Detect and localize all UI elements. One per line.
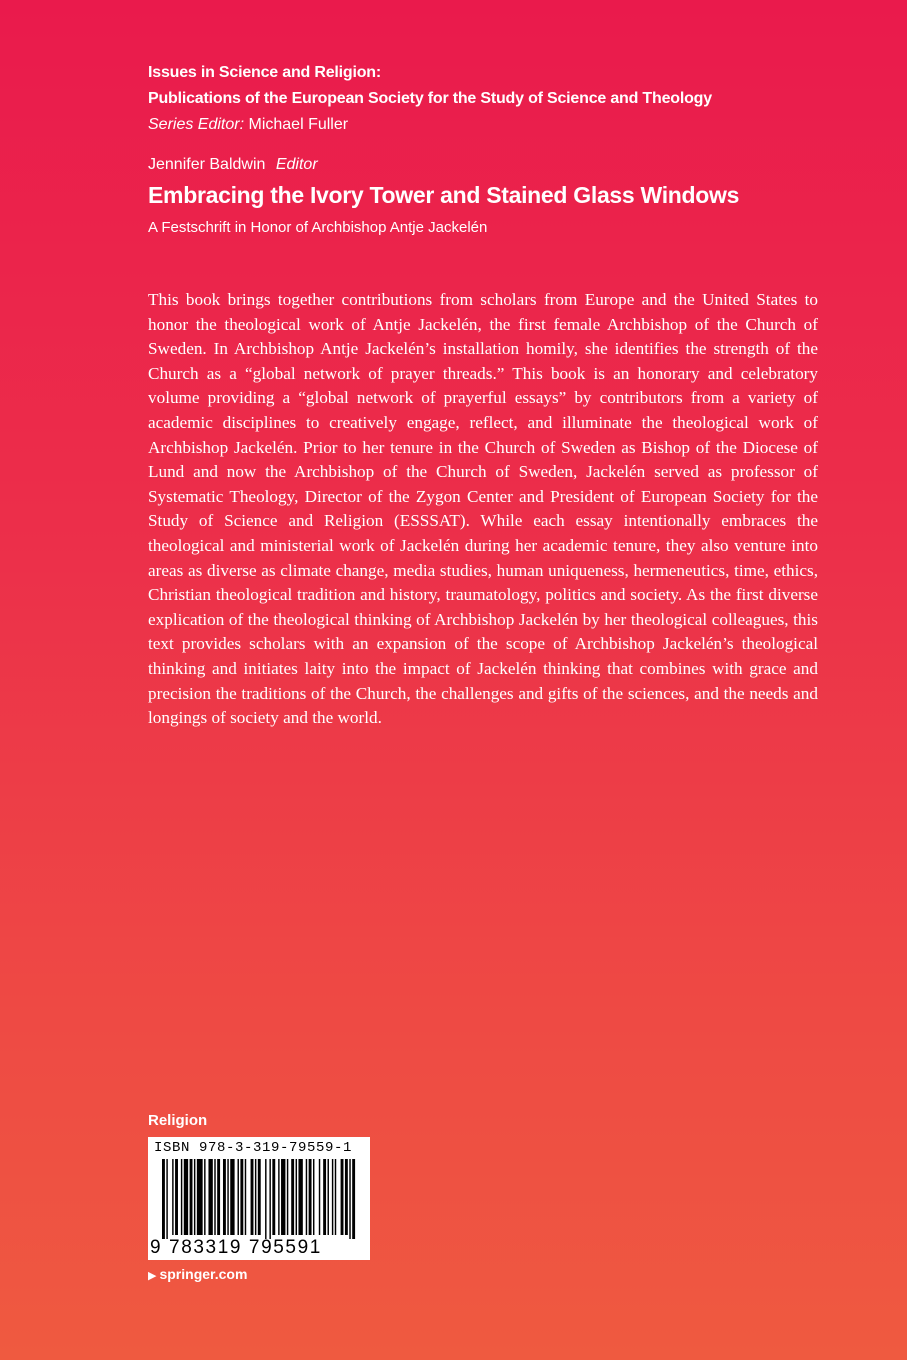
barcode-bar — [349, 1159, 350, 1239]
barcode-bar — [281, 1159, 285, 1235]
barcode-bar — [208, 1159, 212, 1235]
barcode-bar — [319, 1159, 320, 1235]
barcode-bar — [278, 1159, 279, 1235]
barcode-bar — [175, 1159, 178, 1235]
barcode-bar — [291, 1159, 294, 1235]
barcode-bar — [217, 1159, 220, 1235]
series-title-line2: Publications of the European Society for the Study of Science and Theology — [148, 90, 712, 107]
book-title: Embracing the Ivory Tower and Stained Glass Windows — [148, 182, 740, 208]
barcode-bar — [166, 1159, 167, 1239]
barcode-bar — [230, 1159, 234, 1235]
barcode-bar — [251, 1159, 254, 1235]
barcode-bar — [265, 1159, 266, 1239]
barcode-bar — [352, 1159, 355, 1239]
book-editor-label: Editor — [275, 156, 318, 173]
isbn-barcode — [148, 1137, 370, 1260]
barcode-bar — [341, 1159, 344, 1235]
barcode-bar — [258, 1159, 261, 1235]
barcode-bar — [287, 1159, 288, 1235]
barcode-bar — [313, 1159, 314, 1235]
barcode-bar — [306, 1159, 307, 1235]
barcode-bars — [162, 1159, 358, 1239]
barcode-bar — [181, 1159, 182, 1235]
barcode-bar — [296, 1159, 297, 1235]
barcode-bar — [240, 1159, 243, 1235]
barcode-bar — [309, 1159, 312, 1235]
series-title-line1: Issues in Science and Religion: — [148, 64, 381, 81]
isbn-number: ISBN 978-3-319-79559-1 — [154, 1140, 353, 1156]
barcode-bar — [190, 1159, 193, 1235]
barcode-bar — [298, 1159, 302, 1235]
barcode-bar — [227, 1159, 228, 1235]
blurb-text: This book brings together contributions from scholars from Europe and the United States to honor the theological work of Antje Jackelén, the first female Archbishop of the Church of Sweden. In Archbishop Antje Jackelén’s installation homily, she identifies the strength of the Church as a “global network of prayer threads.” This book is an honorary and celebratory volume providing a “global network of prayerful essays” by contributors from a variety of academic disciplines to creatively engage, reflect, and illuminate the theological work of Archbishop Jackelén. Prior to her tenure in the Church of Sweden as Bishop of the Diocese of Lund and now the Archbishop of the Church of Sweden, Jackelén served as professor of Systematic Theology, Director of the Zygon Center and President of European Society for the Study of Science and Religion (ESSSAT). While each essay intentionally embraces the theological and ministerial work of Jackelén during her academic tenure, they also venture into areas as diverse as climate change, media studies, human uniqueness, hermeneutics, time, ethics, Christian theological tradition and history, traumatology, politics and society. As the first diverse explication of the theological thinking of Archbishop Jackelén by her theological colleagues, this text provides scholars with an expansion of the scope of Archbishop Jackelén’s theological thinking and initiates laity into the impact of Jackelén thinking that combines with grace and precision the traditions of the Church, the challenges and gifts of the sciences, and the needs and longings of society and the world. — [148, 290, 818, 728]
barcode-bar — [223, 1159, 226, 1235]
series-block — [148, 60, 712, 138]
barcode-bar — [162, 1159, 165, 1239]
right-triangle-icon: ▶ — [148, 1270, 157, 1282]
series-editor-name: Michael Fuller — [248, 116, 349, 133]
barcode-bar — [345, 1159, 348, 1235]
barcode-bar — [323, 1159, 326, 1235]
barcode-bar — [194, 1159, 195, 1235]
barcode-bar — [214, 1159, 215, 1235]
book-subtitle: A Festschrift in Honor of Archbishop Antje Jackelén — [148, 219, 488, 236]
barcode-bar — [172, 1159, 173, 1235]
barcode-bar — [332, 1159, 333, 1235]
series-editor-label: Series Editor: — [148, 116, 245, 133]
subject-category: Religion — [148, 1112, 208, 1129]
barcode-bar — [245, 1159, 246, 1235]
barcode-bar — [197, 1159, 203, 1235]
barcode-bar — [328, 1159, 329, 1235]
book-editor — [148, 156, 318, 174]
book-editor-name: Jennifer Baldwin — [148, 156, 266, 173]
barcode-bar — [335, 1159, 336, 1235]
website-url: springer.com — [159, 1266, 248, 1282]
publisher-website[interactable] — [148, 1266, 247, 1282]
barcode-bar — [255, 1159, 256, 1235]
series-editor — [148, 112, 712, 138]
barcode-bar — [238, 1159, 239, 1235]
barcode-bar — [184, 1159, 188, 1235]
barcode-bar — [269, 1159, 270, 1239]
barcode-bar — [272, 1159, 275, 1235]
barcode-bar — [204, 1159, 205, 1235]
ean-digits: 9 783319 795591 — [150, 1237, 322, 1258]
